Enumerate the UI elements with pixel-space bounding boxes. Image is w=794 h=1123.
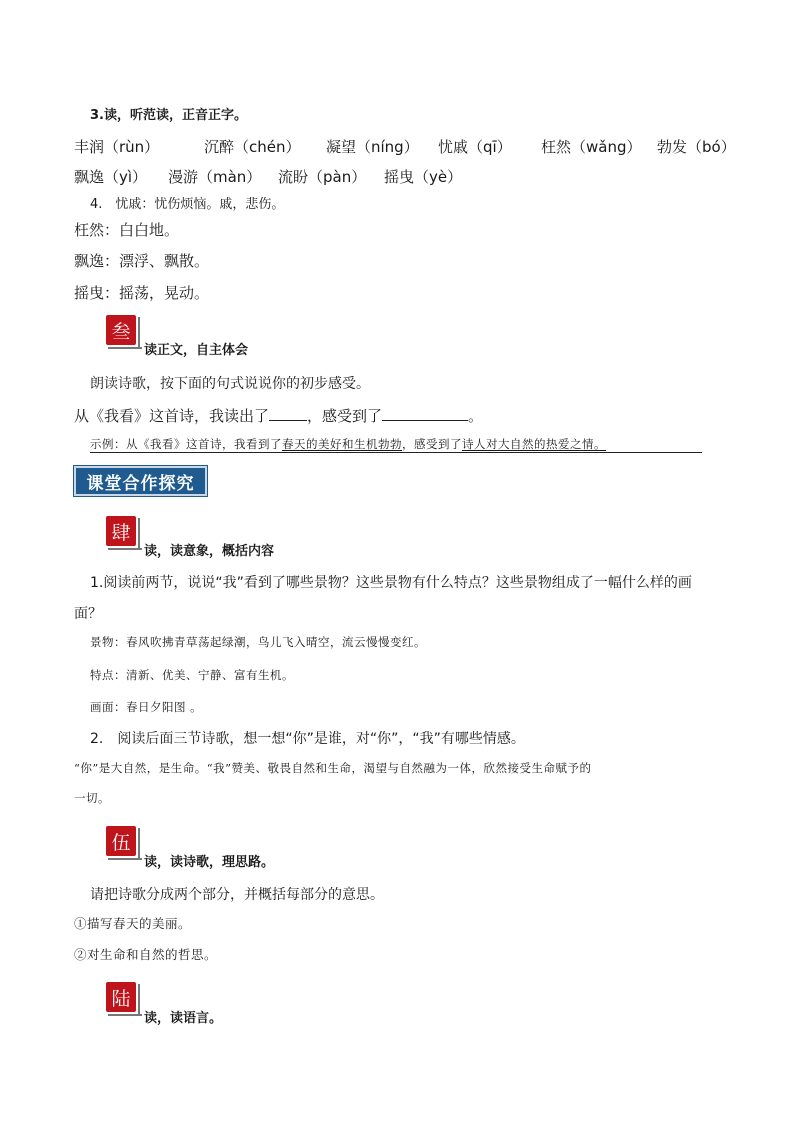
- paragraph: 朗读诗歌，按下面的句式说说你的初步感受。: [90, 376, 370, 392]
- question: 2. 阅读后面三节诗歌，想一想“你”是谁，对“你”，“我”有哪些情感。: [90, 731, 525, 747]
- question: 1.阅读前两节，说说“我”看到了哪些景物？这些景物有什么特点？这些景物组成了一幅什么样的画: [90, 575, 692, 591]
- definition-line: 4. 忧戚：忧伤烦恼。戚，悲伤。: [90, 197, 285, 212]
- seal-char: 肆: [106, 516, 136, 546]
- example-answer: 示例：从《我看》这首诗，我看到了春天的美好和生机勃勃，感受到了诗人对大自然的热爱之情。: [90, 437, 606, 451]
- pinyin-word: 沉醉（chén）: [204, 138, 301, 156]
- blank-2[interactable]: [382, 406, 468, 421]
- seal-char: 伍: [106, 826, 136, 856]
- section-heading: 读正文，自主体会: [144, 343, 249, 358]
- list-item: ①描写春天的美丽。: [74, 916, 192, 931]
- definition-line: 摇曳：摇荡，晃动。: [74, 284, 210, 302]
- section-heading: 读，读诗歌，理思路。: [144, 855, 275, 870]
- pinyin-word: 忧戚（qī）: [438, 138, 512, 156]
- definition-line: 飘逸：漂浮、飘散。: [74, 252, 210, 270]
- pinyin-word: 勃发（bó）: [657, 138, 736, 156]
- blank-1[interactable]: [269, 406, 307, 421]
- definition-line: 枉然：白白地。: [74, 221, 180, 239]
- section-heading: 读，读语言。: [144, 1011, 223, 1026]
- section-3-title: 3.读，听范读，正音正字。: [90, 108, 247, 123]
- question-cont: 面？: [74, 606, 102, 622]
- section-banner: 课堂合作探究: [74, 466, 207, 496]
- section-heading: 读，读意象，概括内容: [144, 544, 275, 559]
- pinyin-word: 摇曳（yè）: [384, 168, 463, 186]
- answer-line: 特点：清新、优美、宁静、富有生机。: [90, 668, 294, 682]
- answer-line: 景物：春风吹拂青草荡起绿潮，鸟儿飞入晴空，流云慢慢变红。: [90, 635, 426, 649]
- pinyin-word: 凝望（níng）: [326, 138, 419, 156]
- pinyin-word: 枉然（wǎng）: [541, 138, 642, 156]
- fill-in-sentence: 从《我看》这首诗，我读出了 ，感受到了 。: [74, 407, 484, 425]
- pinyin-word: 流盼（pàn）: [278, 168, 367, 186]
- example-underline: [90, 452, 702, 453]
- seal-char: 叁: [106, 315, 136, 345]
- pinyin-word: 漫游（màn）: [168, 168, 262, 186]
- seal-san: [106, 315, 142, 351]
- seal-si: [106, 516, 142, 552]
- pinyin-word: 丰润（rùn）: [74, 138, 160, 156]
- answer-line: 画面：春日夕阳图 。: [90, 700, 203, 714]
- seal-wu: [106, 826, 142, 862]
- seal-char: 陆: [106, 982, 136, 1012]
- paragraph: 请把诗歌分成两个部分，并概括每部分的意思。: [90, 887, 384, 903]
- seal-liu: [106, 982, 142, 1018]
- pinyin-word: 飘逸（yì）: [74, 168, 148, 186]
- answer-line-cont: 一切。: [74, 791, 110, 805]
- answer-line: “你”是大自然，是生命。“我”赞美、敬畏自然和生命，渴望与自然融为一体，欣然接受生命赋予的: [74, 761, 592, 775]
- list-item: ②对生命和自然的哲思。: [74, 947, 218, 962]
